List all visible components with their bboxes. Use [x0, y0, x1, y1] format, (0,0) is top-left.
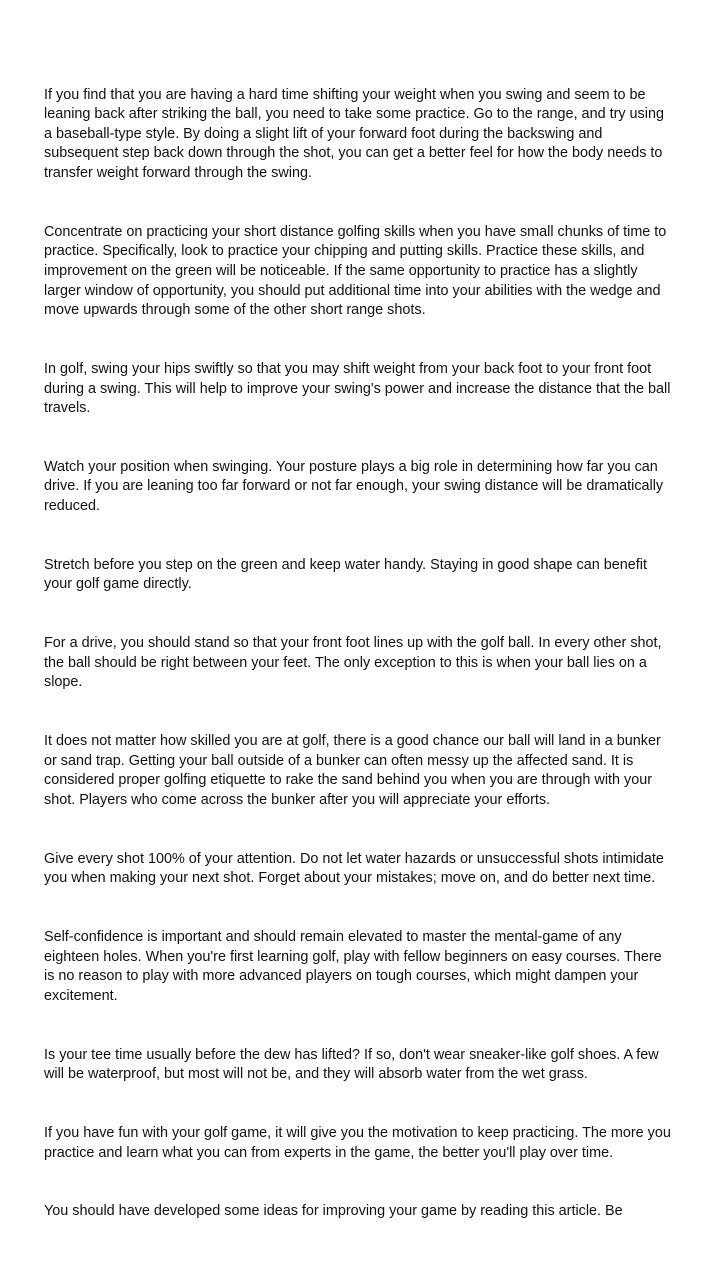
- paragraph-have-fun: If you have fun with your golf game, it will give you the motivation to keep practicing. The more you practice and learn what you can from experts in the game, the better you'll play over time.: [44, 1125, 671, 1161]
- paragraph-bunker-etiquette: It does not matter how skilled you are at golf, there is a good chance our ball will land in a bunker or sand trap. Getting your ball outside of a bunker can often messy up the affected sand. It is considered proper golfing etiquette to rake the sand behind you when you are through with your shot. Players who come across the bunker after you will appreciate your efforts.: [44, 733, 661, 808]
- paragraph-conclusion: You should have developed some ideas for improving your game by reading this article. Be: [44, 1203, 623, 1220]
- paragraph-hip-swing: In golf, swing your hips swiftly so that you may shift weight from your back foot to your front foot during a swing. This will help to improve your swing's power and increase the distance that the ball travels.: [44, 360, 671, 417]
- paragraph-weight-shift: If you find that you are having a hard time shifting your weight when you swing and seem to be leaning back after striking the ball, you need to take some practice. Go to the range, and try using a baseball-type style. By doing a slight lift of your forward foot during the backswing and subsequent step back down through the shot, you can get a better feel for how the body needs to transfer weight forward through the swing.: [44, 86, 664, 181]
- paragraph-tee-time-dew: Is your tee time usually before the dew has lifted? If so, don't wear sneaker-like golf shoes. A few will be waterproof, but most will not be, and they will absorb water from the wet grass.: [44, 1046, 659, 1083]
- paragraph-posture: Watch your position when swinging. Your posture plays a big role in determining how far you can drive. If you are leaning too far forward or not far enough, your swing distance will be dramatically reduced.: [44, 458, 664, 515]
- paragraph-drive-stance: For a drive, you should stand so that your front foot lines up with the golf ball. In every other shot, the ball should be right between your feet. The only exception to this is when your ball lies on a slope.: [44, 635, 662, 691]
- paragraph-stretch-water: Stretch before you step on the green and keep water handy. Staying in good shape can benefit your golf game directly.: [44, 556, 647, 593]
- paragraph-self-confidence: Self-confidence is important and should remain elevated to master the mental-game of any eighteen holes. When you're first learning golf, play with fellow beginners on easy courses. There is no reason to play with more advanced players on tough courses, which might dampen your excitement.: [44, 929, 662, 1004]
- paragraph-short-game-practice: Concentrate on practicing your short distance golfing skills when you have small chunks of time to practice. Specifically, look to practice your chipping and putting skills. Practice these skills, and improvement on the green will be noticeable. If the same opportunity to practice has a slightly larger window of opportunity, you should put additional time into your abilities with the wedge and move upwards through some of the other short range shots.: [44, 223, 667, 319]
- paragraph-attention: Give every shot 100% of your attention. Do not let water hazards or unsuccessful shots intimidate you when making your next shot. Forget about your mistakes; move on, and do better next time.: [44, 850, 664, 887]
- document-page: [44, 66, 694, 1261]
